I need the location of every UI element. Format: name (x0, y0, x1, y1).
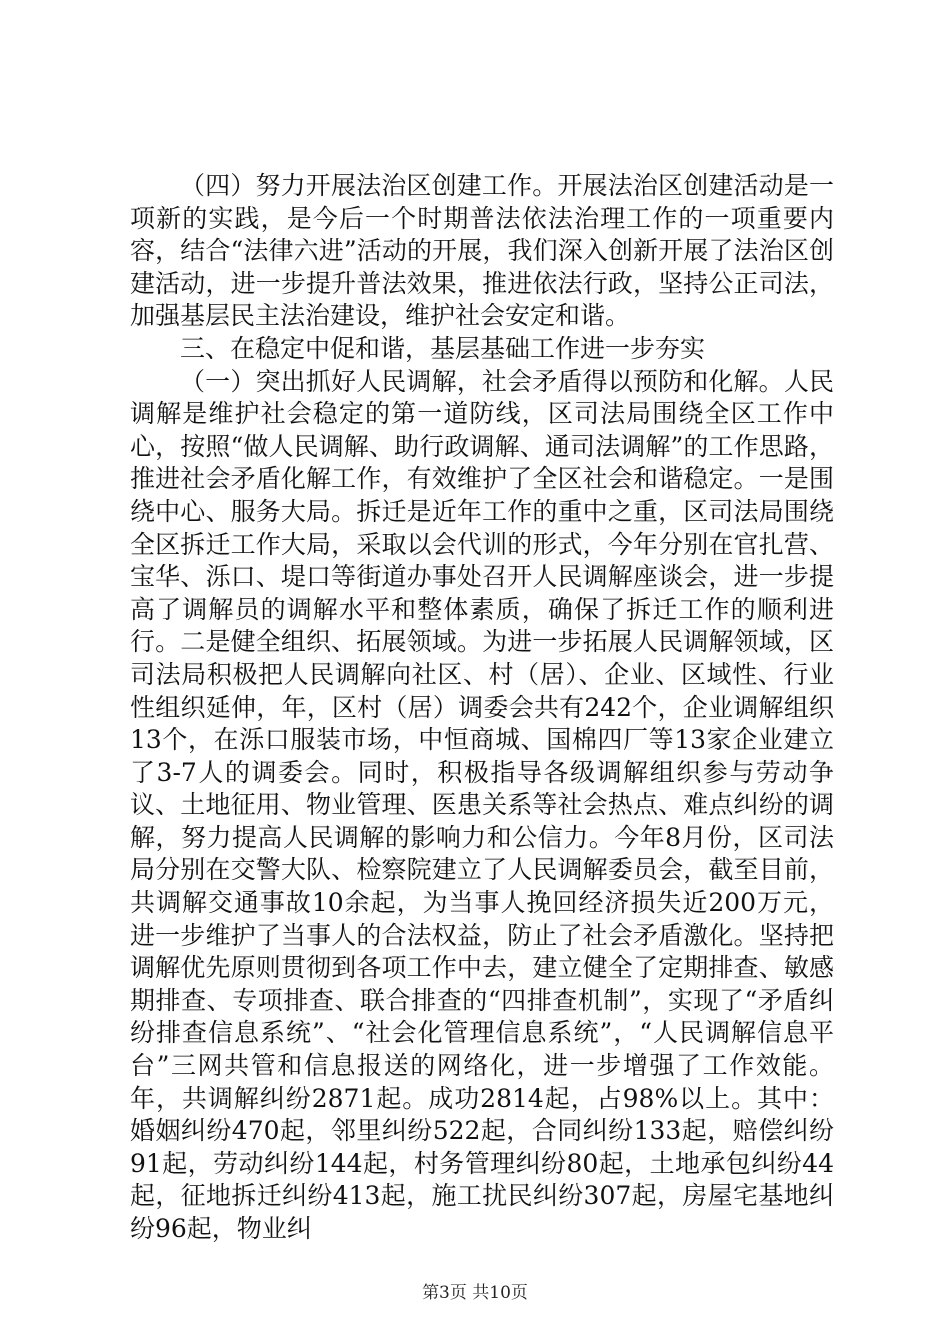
paragraph-people-mediation: （一）突出抓好人民调解，社会矛盾得以预防和化解。人民调解是维护社会稳定的第一道防线，区司法局围绕全区工作中心，按照“做人民调解、助行政调解、通司法调解”的工作思路，推进社会矛盾化解工作，有效维护了全区社会和谐稳定。一是围绕中心、服务大局。拆迁是近年工作的重中之重，区司法局围绕全区拆迁工作大局，采取以会代训的形式，今年分别在官扎营、宝华、泺口、堤口等街道办事处召开人民调解座谈会，进一步提高了调解员的调解水平和整体素质，确保了拆迁工作的顺利进行。二是健全组织、拓展领域。为进一步拓展人民调解领域，区司法局积极把人民调解向社区、村（居）、企业、区域性、行业性组织延伸，年，区村（居）调委会共有242个，企业调解组织13个，在泺口服装市场，中恒商城、国棉四厂等13家企业建立了3-7人的调委会。同时，积极指导各级调解组织参与劳动争议、土地征用、物业管理、医患关系等社会热点、难点纠纷的调解，努力提高人民调解的影响力和公信力。今年8月份，区司法局分别在交警大队、检察院建立了人民调解委员会，截至目前，共调解交通事故10余起，为当事人挽回经济损失近200万元，进一步维护了当事人的合法权益，防止了社会矛盾激化。坚持把调解优先原则贯彻到各项工作中去，建立健全了定期排查、敏感期排查、专项排查、联合排查的“四排查机制”，实现了“矛盾纠纷排查信息系统”、“社会化管理信息系统”，“人民调解信息平台”三网共管和信息报送的网络化，进一步增强了工作效能。年，共调解纠纷2871起。成功2814起，占98%以上。其中：婚姻纠纷470起，邻里纠纷522起，合同纠纷133起，赔偿纠纷91起，劳动纠纷144起，村务管理纠纷80起，土地承包纠纷44起，征地拆迁纠纷413起，施工扰民纠纷307起，房屋宅基地纠纷96起，物业纠 (130, 366, 834, 1243)
paragraph-rule-of-law-district: （四）努力开展法治区创建工作。开展法治区创建活动是一项新的实践，是今后一个时期普法依法治理工作的一项重要内容，结合“法律六进”活动的开展，我们深入创新开展了法治区创建活动，进一步提升普法效果，推进依法行政，坚持公正司法，加强基层民主法治建设，维护社会安定和谐。 (130, 171, 834, 331)
document-body (130, 170, 834, 1246)
page-footer: 第3页 共10页 (422, 1283, 528, 1303)
section-heading-three: 三、在稳定中促和谐，基层基础工作进一步夯实 (180, 333, 706, 363)
